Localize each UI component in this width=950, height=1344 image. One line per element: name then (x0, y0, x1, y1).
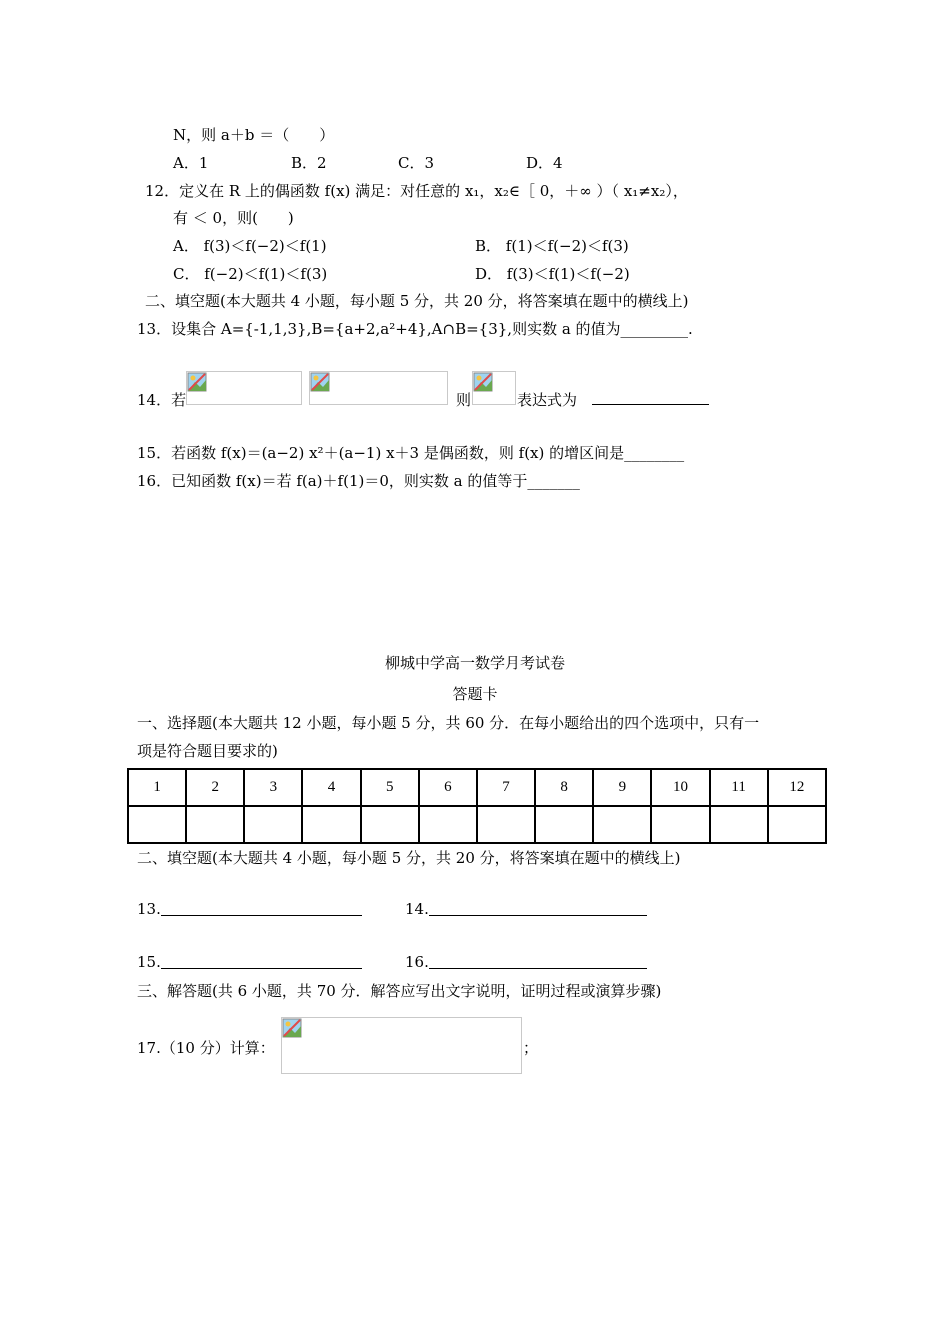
q11-option-d: D．4 (526, 154, 563, 172)
answer-cell[interactable] (768, 806, 826, 843)
blank-15-line[interactable] (161, 968, 362, 969)
q14-suffix: 表达式为 (517, 391, 578, 409)
broken-image-icon (282, 1018, 302, 1038)
formula-image-placeholder (186, 371, 302, 405)
card-section3-heading: 三、解答题(共 6 小题，共 70 分．解答应写出文字说明，证明过程或演算步骤) (137, 982, 662, 1000)
card-subtitle: 答题卡 (452, 685, 498, 703)
q17-label: 17.（10 分）计算： (137, 1039, 275, 1057)
q13-text: 13．设集合 A={-1,1,3},B={a+2,a²+4},A∩B={3},则实数 a 的值为_________. (137, 320, 693, 338)
answer-col-header: 11 (710, 769, 768, 806)
answer-cell[interactable] (477, 806, 535, 843)
q14-mid: 则 (456, 391, 472, 409)
q11-option-a: A．1 (173, 154, 209, 172)
formula-image-placeholder (281, 1017, 522, 1074)
q17-tail: ； (523, 1039, 539, 1057)
answer-cell[interactable] (128, 806, 186, 843)
blank-14-line[interactable] (429, 915, 647, 916)
answer-cell[interactable] (186, 806, 244, 843)
broken-image-icon (310, 372, 330, 392)
answer-table (127, 768, 827, 844)
blank-13-line[interactable] (161, 915, 362, 916)
answer-col-header: 1 (128, 769, 186, 806)
q12-line2: 有 ＜ 0，则( ) (173, 209, 294, 227)
q15-text: 15．若函数 f(x)＝(a−2) x²＋(a−1) x＋3 是偶函数，则 f(x) 的增区间是________ (137, 444, 685, 462)
blank-14-label: 14. (405, 900, 429, 918)
q11-option-c: C．3 (398, 154, 435, 172)
broken-image-icon (473, 372, 493, 392)
card-section1-line2: 项是符合题目要求的) (137, 742, 278, 760)
q12-option-c: C． f(−2)＜f(1)＜f(3) (173, 265, 328, 283)
answer-col-header: 8 (535, 769, 593, 806)
q12-line1: 12．定义在 R 上的偶函数 f(x) 满足：对任意的 x₁，x₂∈［ 0，＋∞ ）（ x₁≠x₂）， (145, 182, 688, 200)
q14-prefix: 14．若 (137, 391, 187, 409)
q12-option-d: D． f(3)＜f(1)＜f(−2) (475, 265, 630, 283)
answer-col-header: 4 (302, 769, 360, 806)
blank-13-label: 13. (137, 900, 161, 918)
q16-text: 16．已知函数 f(x)＝若 f(a)＋f(1)＝0，则实数 a 的值等于_______ (137, 472, 580, 490)
answer-cell[interactable] (361, 806, 419, 843)
formula-image-placeholder (472, 371, 516, 405)
answer-cell[interactable] (302, 806, 360, 843)
answer-col-header: 12 (768, 769, 826, 806)
answer-col-header: 10 (651, 769, 709, 806)
answer-cell[interactable] (535, 806, 593, 843)
answer-col-header: 5 (361, 769, 419, 806)
blank-16-line[interactable] (429, 968, 647, 969)
answer-table-answer-row (128, 806, 826, 843)
q12-option-a: A． f(3)＜f(−2)＜f(1) (173, 237, 327, 255)
answer-cell[interactable] (651, 806, 709, 843)
answer-col-header: 6 (419, 769, 477, 806)
answer-cell[interactable] (710, 806, 768, 843)
answer-col-header: 7 (477, 769, 535, 806)
answer-col-header: 2 (186, 769, 244, 806)
q11-option-b: B．2 (291, 154, 327, 172)
answer-cell[interactable] (593, 806, 651, 843)
blank-15-label: 15. (137, 953, 161, 971)
answer-col-header: 9 (593, 769, 651, 806)
q12-option-b: B． f(1)＜f(−2)＜f(3) (475, 237, 629, 255)
card-section1-line1: 一、选择题(本大题共 12 小题，每小题 5 分，共 60 分．在每小题给出的四个选项中，只有一 (137, 714, 760, 732)
answer-cell[interactable] (419, 806, 477, 843)
section2-heading: 二、填空题(本大题共 4 小题，每小题 5 分，共 20 分，将答案填在题中的横线上) (145, 292, 689, 310)
broken-image-icon (187, 372, 207, 392)
card-section2-heading: 二、填空题(本大题共 4 小题，每小题 5 分，共 20 分，将答案填在题中的横线上) (137, 849, 681, 867)
q14-answer-blank (592, 404, 709, 405)
answer-col-header: 3 (244, 769, 302, 806)
q11-stem: N，则 a＋b ＝（ ） (173, 126, 335, 144)
formula-image-placeholder (309, 371, 448, 405)
answer-cell[interactable] (244, 806, 302, 843)
card-title: 柳城中学高一数学月考试卷 (384, 654, 565, 672)
answer-table-header-row (128, 769, 826, 806)
blank-16-label: 16. (405, 953, 429, 971)
